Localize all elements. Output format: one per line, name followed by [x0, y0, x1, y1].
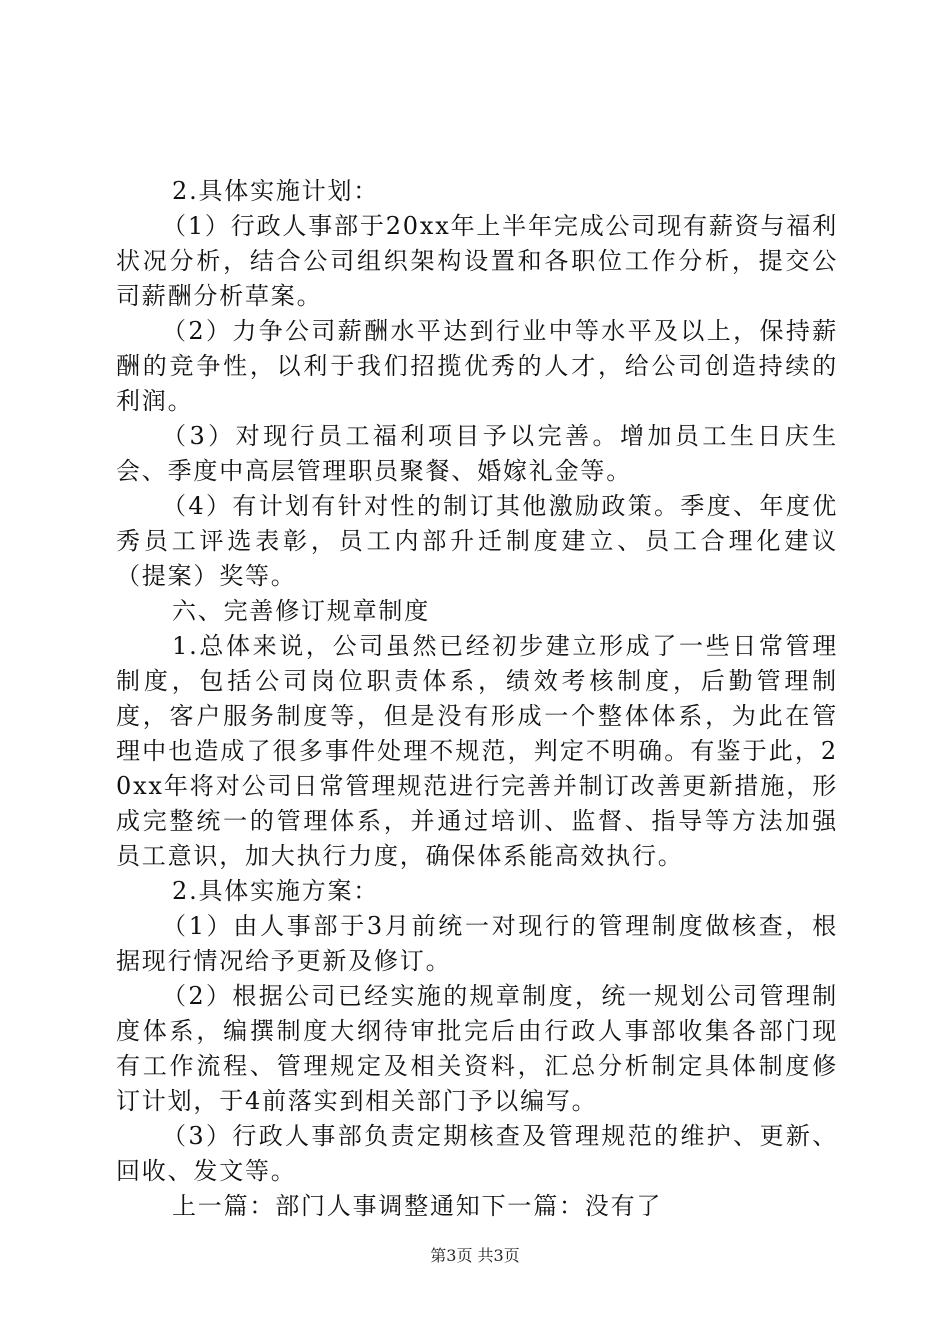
body-paragraph: （2）根据公司已经实施的规章制度，统一规划公司管理制度体系，编撰制度大纲待审批完后由行政人事部收集各部门现有工作流程、管理规定及相关资料，汇总分析制定具体制度修订计划，于4前落实到相关部门予以编写。	[116, 982, 838, 1115]
body-paragraph: （1）行政人事部于20xx年上半年完成公司现有薪资与福利状况分析，结合公司组织架构设置和各职位工作分析，提交公司薪酬分析草案。	[116, 212, 838, 310]
body-paragraph: （3）对现行员工福利项目予以完善。增加员工生日庆生会、季度中高层管理职员聚餐、婚嫁礼金等。	[116, 422, 838, 485]
section-subheading: 2.具体实施计划：	[172, 177, 380, 205]
prev-next-links[interactable]: 上一篇：部门人事调整通知下一篇：没有了	[172, 1192, 663, 1220]
body-paragraph: （4）有计划有针对性的制订其他激励政策。季度、年度优秀员工评选表彰，员工内部升迁制度建立、员工合理化建议（提案）奖等。	[116, 492, 838, 590]
body-paragraph: 1.总体来说，公司虽然已经初步建立形成了一些日常管理制度，包括公司岗位职责体系，绩效考核制度，后勤管理制度，客户服务制度等，但是没有形成一个整体体系，为此在管理中也造成了很多事件处理不规范，判定不明确。有鉴于此，20xx年将对公司日常管理规范进行完善并制订改善更新措施，形成完整统一的管理体系，并通过培训、监督、指导等方法加强员工意识，加大执行力度，确保体系能高效执行。	[116, 632, 838, 870]
body-paragraph: （2）力争公司薪酬水平达到行业中等水平及以上，保持薪酬的竞争性，以利于我们招揽优秀的人才，给公司创造持续的利润。	[116, 317, 838, 415]
page-number-footer: 第3页 共3页	[430, 1246, 520, 1265]
section-subheading: 2.具体实施方案：	[172, 877, 380, 905]
body-paragraph: （1）由人事部于3月前统一对现行的管理制度做核查，根据现行情况给予更新及修订。	[116, 912, 838, 975]
body-paragraph: （3）行政人事部负责定期核查及管理规范的维护、更新、回收、发文等。	[116, 1122, 838, 1185]
document-body	[116, 174, 838, 1224]
section-heading: 六、完善修订规章制度	[172, 597, 430, 625]
